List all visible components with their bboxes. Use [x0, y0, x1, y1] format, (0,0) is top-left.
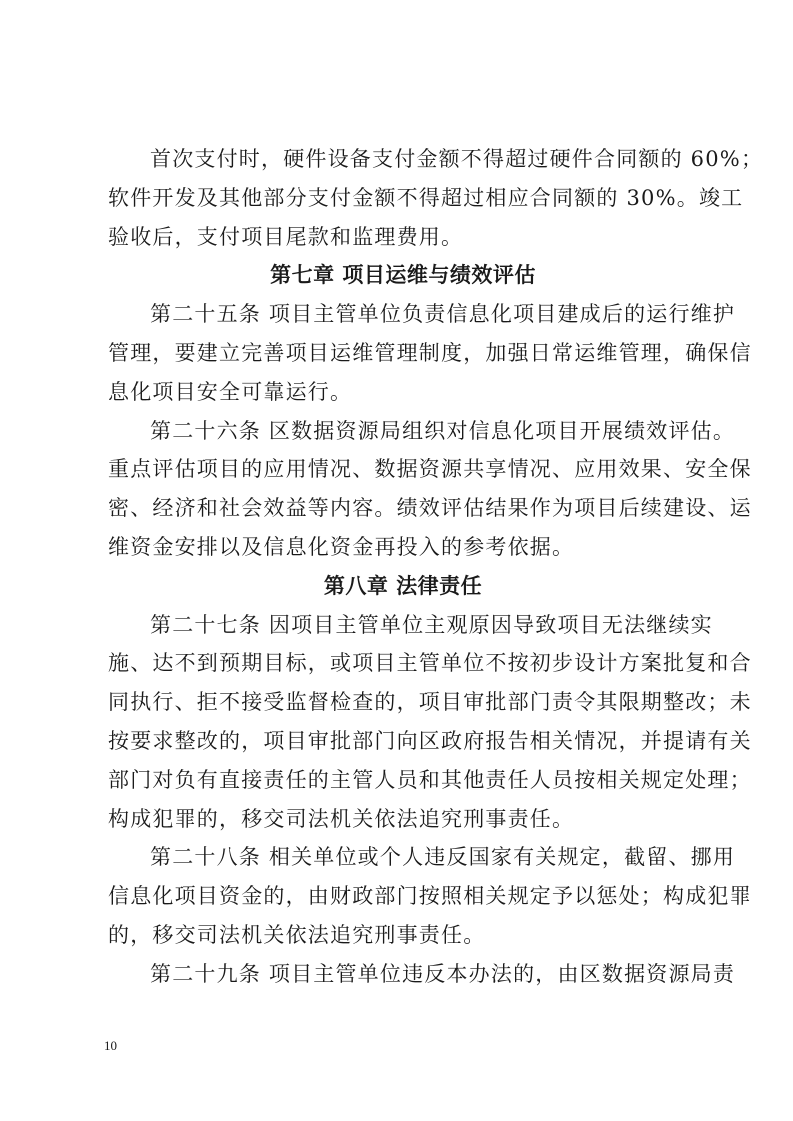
paragraph-line: 施、达不到预期目标，或项目主管单位不按初步设计方案批复和合 [108, 651, 752, 676]
paragraph-line: 重点评估项目的应用情况、数据资源共享情况、应用效果、安全保 [108, 457, 752, 482]
article-line: 第二十五条 项目主管单位负责信息化项目建成后的运行维护 [150, 302, 736, 327]
paragraph-line: 验收后，支付项目尾款和监理费用。 [108, 224, 464, 249]
article-line: 第二十九条 项目主管单位违反本办法的，由区数据资源局责 [150, 961, 736, 986]
article-line: 第二十八条 相关单位或个人违反国家有关规定，截留、挪用 [150, 845, 736, 870]
paragraph-line: 信息化项目资金的，由财政部门按照相关规定予以惩处；构成犯罪 [108, 884, 752, 909]
paragraph-line: 首次支付时，硬件设备支付金额不得超过硬件合同额的 60%； [150, 147, 764, 171]
article-line: 第二十七条 因项目主管单位主观原因导致项目无法继续实 [150, 612, 713, 637]
document-body [108, 140, 764, 994]
chapter-heading: 第七章 项目运维与绩效评估 [270, 263, 536, 288]
paragraph-line: 管理，要建立完善项目运维管理制度，加强日常运维管理，确保信 [108, 340, 752, 365]
chapter-heading: 第八章 法律责任 [323, 573, 483, 598]
paragraph-line: 的，移交司法机关依法追究刑事责任。 [108, 922, 486, 947]
paragraph-line: 同执行、拒不接受监督检查的，项目审批部门责令其限期整改；未 [108, 690, 752, 715]
paragraph-line: 维资金安排以及信息化资金再投入的参考依据。 [108, 534, 575, 559]
paragraph-line: 息化项目安全可靠运行。 [108, 379, 353, 404]
paragraph-line: 密、经济和社会效益等内容。绩效评估结果作为项目后续建设、运 [108, 496, 752, 521]
paragraph-line: 软件开发及其他部分支付金额不得超过相应合同额的 30%。竣工 [108, 185, 744, 210]
article-line: 第二十六条 区数据资源局组织对信息化项目开展绩效评估。 [150, 418, 736, 443]
paragraph-line: 按要求整改的，项目审批部门向区政府报告相关情况，并提请有关 [108, 728, 752, 753]
paragraph-line: 部门对负有直接责任的主管人员和其他责任人员按相关规定处理； [108, 767, 752, 792]
paragraph-line: 构成犯罪的，移交司法机关依法追究刑事责任。 [108, 806, 575, 831]
page-number: 10 [104, 1038, 117, 1053]
